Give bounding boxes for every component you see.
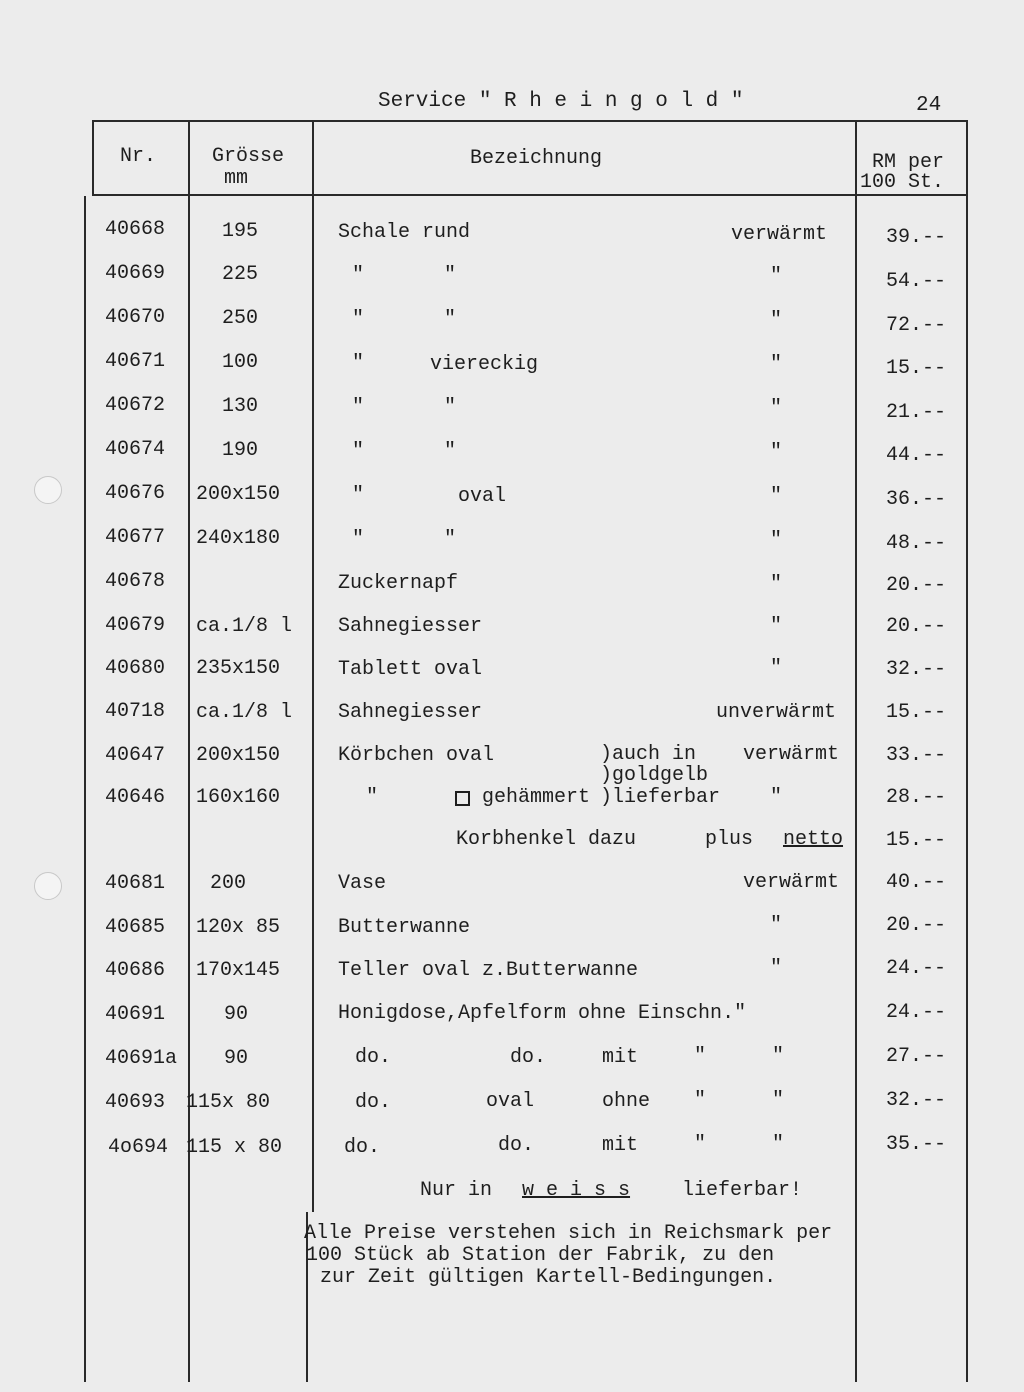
table-row-nr: 40691a: [105, 1047, 178, 1070]
table-row-price: 24.--: [886, 957, 947, 980]
table-row-desc: Sahnegiesser: [338, 615, 483, 638]
table-row-size: 200: [210, 872, 247, 895]
table-row-price: 40.--: [886, 871, 947, 894]
price-note-line-1: Alle Preise verstehen sich in Reichsmark per: [304, 1222, 833, 1245]
table-row-ditto: ": [352, 264, 365, 287]
page-number: 24: [916, 94, 942, 117]
table-row-price: 72.--: [886, 314, 947, 337]
column-header-groesse: Grösse: [212, 145, 285, 168]
table-row-ditto: ": [444, 264, 457, 287]
table-row-ditto: ": [366, 786, 379, 809]
table-row-price: 44.--: [886, 444, 947, 467]
table-row-nr: 40686: [105, 959, 166, 982]
table-row-status: ": [772, 1045, 785, 1068]
availability-color: w e i s s: [522, 1179, 631, 1202]
table-row-size: 225: [222, 263, 259, 286]
table-row-price: 28.--: [886, 786, 947, 809]
table-row-status: ": [770, 786, 783, 809]
table-row-nr: 40685: [105, 916, 166, 939]
table-row-nr: 40681: [105, 872, 166, 895]
table-row-status: ": [770, 353, 783, 376]
table-row-size: 90: [224, 1003, 249, 1026]
table-row-desc: Korbhenkel dazu: [456, 828, 637, 851]
table-row-desc: mit: [602, 1046, 639, 1069]
table-header-rule: [92, 194, 968, 196]
table-row-note: plus: [705, 828, 754, 851]
price-note-line-3: zur Zeit gültigen Kartell-Bedingungen.: [320, 1266, 777, 1289]
table-row-ditto: ": [352, 308, 365, 331]
availability-suffix: lieferbar!: [682, 1179, 803, 1202]
table-row-price: 24.--: [886, 1001, 947, 1024]
table-row-size: 130: [222, 395, 259, 418]
table-row-desc: ohne: [602, 1090, 651, 1113]
table-row-size: 190: [222, 439, 259, 462]
checkbox-icon: [455, 791, 470, 806]
table-row-status: verwärmt: [743, 743, 840, 766]
table-row-size: 90: [224, 1047, 249, 1070]
column-divider-groesse: [312, 120, 314, 1212]
goldgelb-note: )goldgelb: [600, 764, 709, 787]
table-row-note: )auch in: [600, 743, 697, 766]
table-row-size: 200x150: [196, 744, 281, 767]
table-row-size: 240x180: [196, 527, 281, 550]
table-row-price: 20.--: [886, 914, 947, 937]
table-row-desc: gehämmert: [482, 786, 591, 809]
table-row-nr: 40668: [105, 218, 166, 241]
table-row-price: 21.--: [886, 401, 947, 424]
table-row-nr: 40646: [105, 786, 166, 809]
table-row-nr: 40678: [105, 570, 166, 593]
table-row-note: )lieferbar: [600, 786, 721, 809]
table-row-size: 160x160: [196, 786, 281, 809]
table-row-desc: viereckig: [430, 353, 539, 376]
table-row-ditto: ": [352, 352, 365, 375]
table-row-status: verwärmt: [743, 871, 840, 894]
table-row-ditto: ": [444, 308, 457, 331]
table-row-ditto: ": [444, 440, 457, 463]
table-row-desc: do.: [510, 1046, 547, 1069]
table-row-ditto: ": [694, 1133, 707, 1156]
table-row-status: ": [770, 485, 783, 508]
table-row-ditto: ": [352, 484, 365, 507]
table-row-size: ca.1/8 l: [196, 701, 293, 724]
column-header-price: RM per: [872, 151, 945, 174]
table-row-price: 36.--: [886, 488, 947, 511]
table-row-desc: oval: [486, 1090, 535, 1113]
table-row-nr: 40677: [105, 526, 166, 549]
table-row-size: 250: [222, 307, 259, 330]
table-row-price: 15.--: [886, 701, 947, 724]
table-row-nr: 40693: [105, 1091, 166, 1114]
punch-hole-bottom: [34, 872, 62, 900]
table-row-desc: do.: [344, 1136, 381, 1159]
table-row-desc: do.: [355, 1046, 392, 1069]
table-row-status: ": [770, 615, 783, 638]
table-row-status: ": [770, 657, 783, 680]
table-row-status: ": [770, 529, 783, 552]
table-row-nr: 40647: [105, 744, 166, 767]
table-row-price: 20.--: [886, 574, 947, 597]
table-row-status: netto: [783, 828, 844, 851]
table-row-price: 33.--: [886, 744, 947, 767]
table-row-price: 39.--: [886, 226, 947, 249]
table-row-desc: Zuckernapf: [338, 572, 459, 595]
table-row-status: ": [770, 957, 783, 980]
table-row-desc: Butterwanne: [338, 916, 471, 939]
table-row-nr: 40672: [105, 394, 166, 417]
table-row-nr: 40718: [105, 700, 166, 723]
table-row-nr: 40680: [105, 657, 166, 680]
column-header-bezeichnung: Bezeichnung: [470, 147, 603, 170]
table-row-ditto: ": [694, 1045, 707, 1068]
column-divider-nr: [188, 120, 190, 1382]
table-row-nr: 40674: [105, 438, 166, 461]
table-row-size: 195: [222, 220, 259, 243]
table-row-price: 15.--: [886, 829, 947, 852]
punch-hole-top: [34, 476, 62, 504]
price-note-line-2: 100 Stück ab Station der Fabrik, zu den: [306, 1244, 775, 1267]
table-border-left-lower: [84, 196, 86, 1382]
table-row-status: ": [770, 914, 783, 937]
page-title: Service " R h e i n g o l d ": [378, 90, 744, 113]
availability-prefix: Nur in: [420, 1179, 493, 1202]
table-row-size: ca.1/8 l: [196, 615, 293, 638]
table-row-price: 48.--: [886, 532, 947, 555]
table-row-nr: 40670: [105, 306, 166, 329]
table-row-nr: 40671: [105, 350, 166, 373]
table-row-status: ": [770, 573, 783, 596]
table-border-right: [966, 120, 968, 1382]
table-row-ditto: ": [444, 396, 457, 419]
table-row-desc: do.: [355, 1091, 392, 1114]
table-row-price: 54.--: [886, 270, 947, 293]
table-row-ditto: ": [444, 528, 457, 551]
table-row-ditto: ": [352, 440, 365, 463]
column-header-nr: Nr.: [120, 145, 157, 168]
table-row-desc: Vase: [338, 872, 387, 895]
table-row-status: verwärmt: [731, 223, 828, 246]
table-row-status: ": [770, 265, 783, 288]
table-top-rule: [92, 120, 968, 122]
table-row-size: 100: [222, 351, 259, 374]
table-row-desc: do.: [498, 1134, 535, 1157]
table-row-status: ": [770, 397, 783, 420]
table-border-left: [92, 120, 94, 196]
table-row-nr: 4o694: [108, 1136, 169, 1159]
table-row-desc: Honigdose,Apfelform ohne Einschn.": [338, 1002, 747, 1025]
table-row-status: ": [770, 441, 783, 464]
table-row-price: 32.--: [886, 1089, 947, 1112]
table-row-desc: Tablett oval: [338, 658, 483, 681]
table-row-nr: 40676: [105, 482, 166, 505]
table-row-desc: Sahnegiesser: [338, 701, 483, 724]
table-row-size: 120x 85: [196, 916, 281, 939]
table-row-price: 32.--: [886, 658, 947, 681]
column-header-groesse-unit: mm: [224, 167, 249, 190]
table-row-size: 115x 80: [186, 1091, 271, 1114]
table-row-status: ": [772, 1133, 785, 1156]
column-header-price-unit: 100 St.: [860, 171, 945, 194]
column-divider-bezeichnung: [855, 120, 857, 1382]
table-row-desc: Teller oval z.Butterwanne: [338, 959, 639, 982]
table-row-ditto: ": [352, 396, 365, 419]
table-row-nr: 40691: [105, 1003, 166, 1026]
table-row-price: 15.--: [886, 357, 947, 380]
table-row-size: 235x150: [196, 657, 281, 680]
table-row-desc: Schale rund: [338, 221, 471, 244]
table-row-status: ": [772, 1089, 785, 1112]
table-row-price: 27.--: [886, 1045, 947, 1068]
table-row-size: 200x150: [196, 483, 281, 506]
table-row-desc: Körbchen oval: [338, 744, 495, 767]
table-row-status: ": [770, 309, 783, 332]
table-row-status: unverwärmt: [716, 701, 837, 724]
table-row-price: 20.--: [886, 615, 947, 638]
table-row-nr: 40679: [105, 614, 166, 637]
table-row-ditto: ": [352, 528, 365, 551]
table-row-desc: oval: [458, 485, 507, 508]
table-row-nr: 40669: [105, 262, 166, 285]
table-row-desc: mit: [602, 1134, 639, 1157]
table-row-ditto: ": [694, 1089, 707, 1112]
table-row-size: 115 x 80: [186, 1136, 283, 1159]
table-row-size: 170x145: [196, 959, 281, 982]
table-row-price: 35.--: [886, 1133, 947, 1156]
